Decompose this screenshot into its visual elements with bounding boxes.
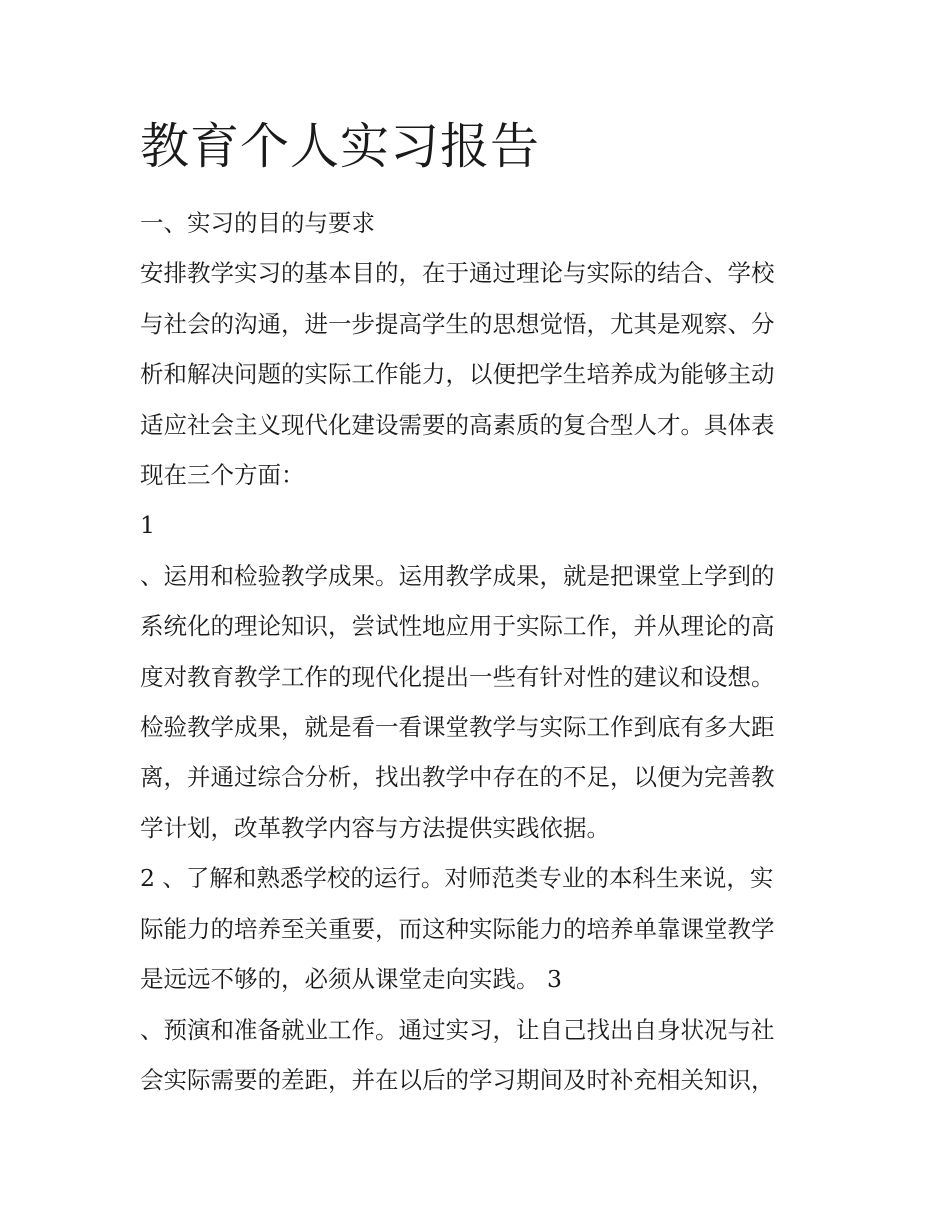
document-title: 教育个人实习报告 xyxy=(140,118,541,175)
text-line: 一、实习的目的与要求 xyxy=(140,209,375,237)
text-line: 现在三个方面： xyxy=(140,461,305,490)
text-line: 检验教学成果，就是看一看课堂教学与实际工作到底有多大距 xyxy=(140,713,775,742)
text-line: 是远远不够的，必须从课堂走向实践。 3 xyxy=(140,965,562,994)
text-line: 1 xyxy=(140,511,155,540)
text-line: 与社会的沟通，进一步提高学生的思想觉悟，尤其是观察、分 xyxy=(140,309,775,338)
text-line: 、预演和准备就业工作。通过实习，让自己找出自身状况与社 xyxy=(140,1015,775,1044)
text-line: 2 、了解和熟悉学校的运行。对师范类专业的本科生来说，实 xyxy=(140,864,774,893)
text-line: 离，并通过综合分析，找出教学中存在的不足，以便为完善教 xyxy=(140,763,775,792)
text-line: 会实际需要的差距，并在以后的学习期间及时补充相关知识， xyxy=(140,1065,775,1094)
text-line: 适应社会主义现代化建设需要的高素质的复合型人才。具体表 xyxy=(140,410,775,439)
text-line: 度对教育教学工作的现代化提出一些有针对性的建议和设想。 xyxy=(140,662,775,691)
document-body xyxy=(140,198,820,1105)
text-line: 安排教学实习的基本目的，在于通过理论与实际的结合、学校 xyxy=(140,259,775,288)
text-line: 学计划，改革教学内容与方法提供实践依据。 xyxy=(140,813,610,842)
text-line: 际能力的培养至关重要，而这种实际能力的培养单靠课堂教学 xyxy=(140,914,775,943)
text-line: 、运用和检验教学成果。运用教学成果，就是把课堂上学到的 xyxy=(140,561,775,590)
text-line: 析和解决问题的实际工作能力，以便把学生培养成为能够主动 xyxy=(140,360,775,389)
text-line: 系统化的理论知识，尝试性地应用于实际工作，并从理论的高 xyxy=(140,612,775,641)
